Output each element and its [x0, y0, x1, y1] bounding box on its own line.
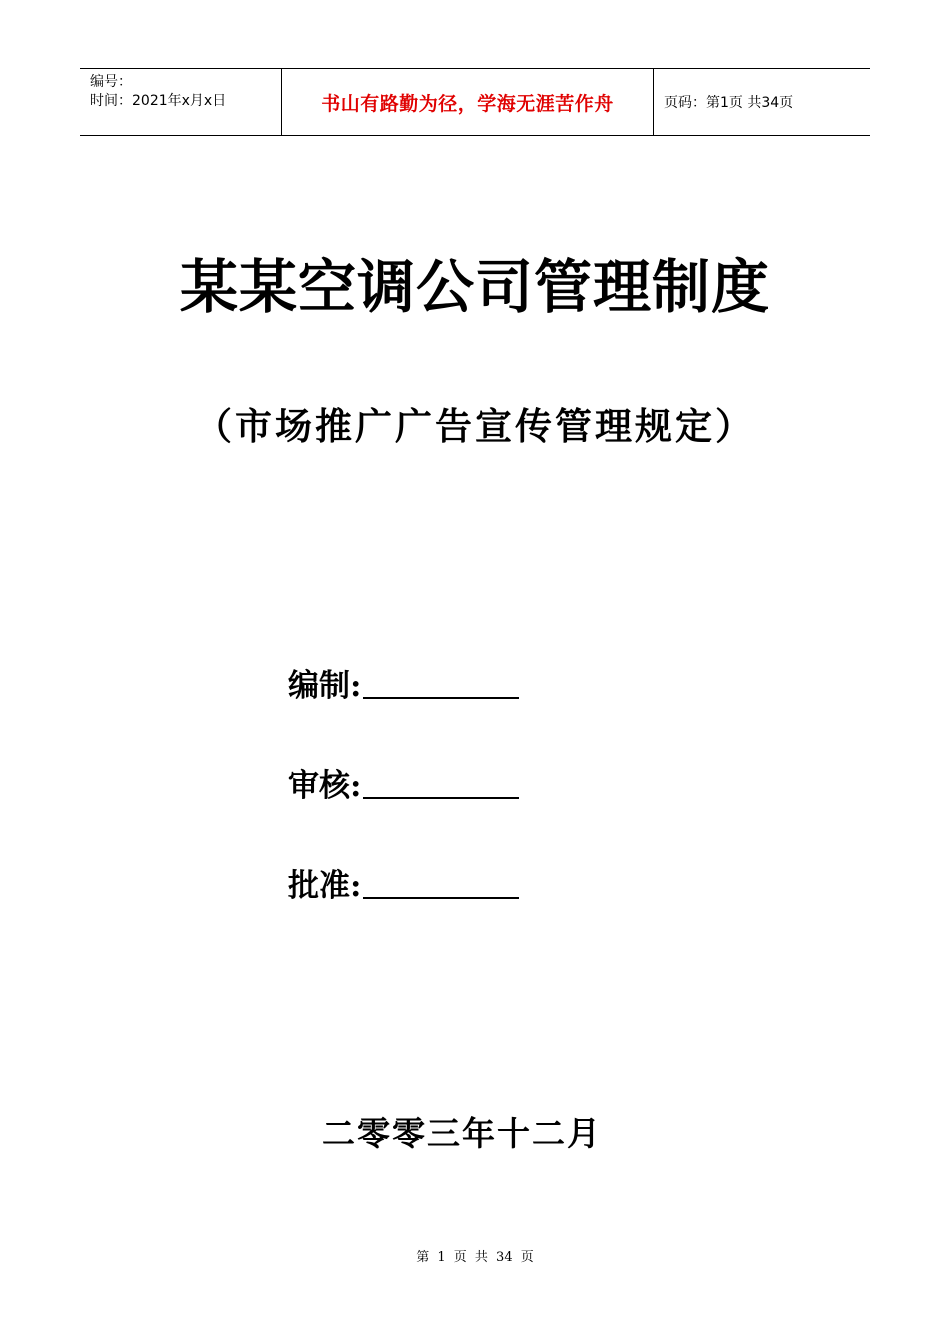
page-header [80, 68, 870, 136]
page-footer: 第 1 页 共 34 页 [416, 1250, 534, 1265]
header-meta [80, 69, 282, 135]
header-page-info: 页码：第1页 共34页 [664, 95, 794, 111]
signature-label: 批准: [288, 868, 362, 904]
document-subtitle: （市场推广广告宣传管理规定） [195, 404, 755, 448]
document-date: 二零零三年十二月 [322, 1114, 602, 1153]
number-label: 编号： [90, 74, 132, 90]
time-label: 时间：2021年x月x日 [90, 93, 227, 109]
signature-label: 审核: [288, 768, 362, 804]
signature-row-compiled [288, 660, 519, 705]
header-motto: 书山有路勤为径，学海无涯苦作舟 [282, 69, 654, 135]
signature-line [363, 697, 519, 699]
signature-label: 编制: [288, 668, 362, 704]
signature-row-approved [288, 860, 519, 905]
signature-line [363, 797, 519, 799]
signature-row-reviewed [288, 760, 519, 805]
document-title: 某某空调公司管理制度 [179, 253, 770, 321]
signature-line [363, 897, 519, 899]
